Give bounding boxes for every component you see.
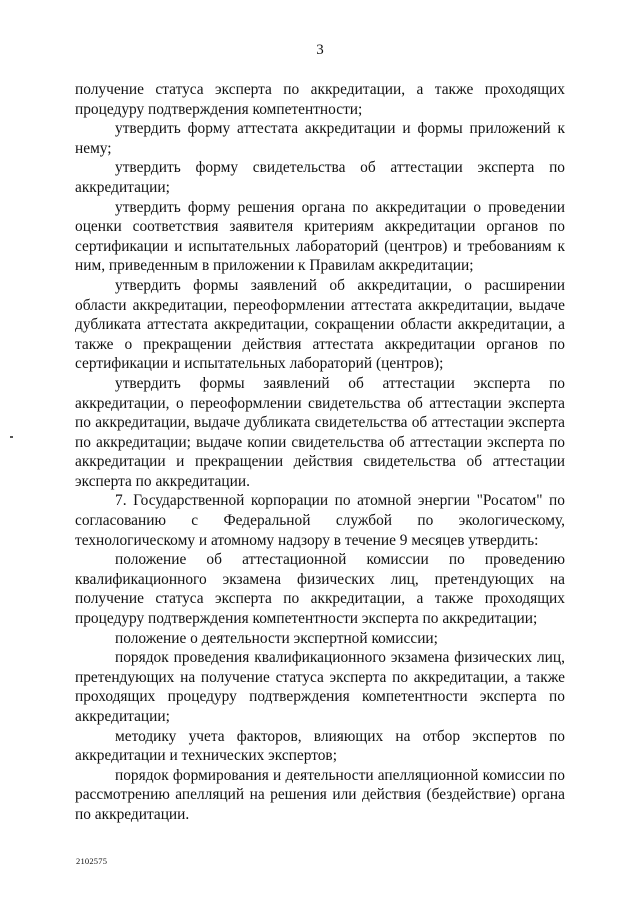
paragraph-certificate-form: утвердить форму аттестата аккредитации и формы приложений к нему; [75,120,565,157]
paragraph-accreditation-applications: утвердить формы заявлений об аккредитации, о расширении области аккредитации, переоформлении аттестата аккредитации, выдаче дубликата аттестата аккредитации, сокращении области аккредитации, а также о прекращении действия аттестата аккредитации органов по сертификации и испытательных лабораторий (центров); [75,276,565,373]
paragraph-appeal-commission: порядок формирования и деятельности апелляционной комиссии по рассмотрению апелляций на решения или действия (бездействие) органа по аккредитации. [75,766,565,823]
paragraph-commission-regulation: положение об аттестационной комиссии по проведению квалификационного экзамена физических лиц, претендующих на получение статуса эксперта по аккредитации, а также проходящих процедуру подтверждения компетентности эксперта по аккредитации; [75,551,565,628]
paragraph-methodology: методику учета факторов, влияющих на отбор экспертов по аккредитации и технических экспертов; [75,727,565,765]
paragraph-expert-commission: положение о деятельности экспертной комиссии; [115,629,438,647]
document-body [75,80,565,825]
paragraph-attestation-form: утвердить форму свидетельства об аттестации эксперта по аккредитации; [75,159,565,196]
paragraph-exam-procedure: порядок проведения квалификационного экзамена физических лиц, претендующих на получение статуса эксперта по аккредитации, а также проходящих процедуру подтверждения компетентности эксперта по аккредитации; [75,649,565,725]
paragraph-continuation: получение статуса эксперта по аккредитации, а также проходящих процедуру подтверждения компетентности; [75,81,565,118]
paragraph-expert-applications: утвердить формы заявлений об аттестации эксперта по аккредитации, о переоформлении свидетельства об аттестации эксперта по аккредитации, выдаче дубликата свидетельства об аттестации эксперта по аккредитации; выдаче копии свидетельства об аттестации эксперта по аккредитации и прекращении действия свидетельства об аттестации эксперта по аккредитации. [75,374,565,490]
paragraph-decision-form: утвердить форму решения органа по аккредитации о проведении оценки соответствия заявителя критериям аккредитации органов по сертификации и испытательных лабораторий (центров) и требованиям к ним, приведенным в приложении к Правилам аккредитации; [75,198,565,275]
paragraph-item-7: 7. Государственной корпорации по атомной энергии "Росатом" по согласованию с Федеральной службой по экологическому, технологическому и атомному надзору в течение 9 месяцев утвердить: [75,492,565,549]
document-code: 2102575 [76,856,108,866]
margin-mark [10,436,13,438]
page-number: 3 [316,42,324,58]
